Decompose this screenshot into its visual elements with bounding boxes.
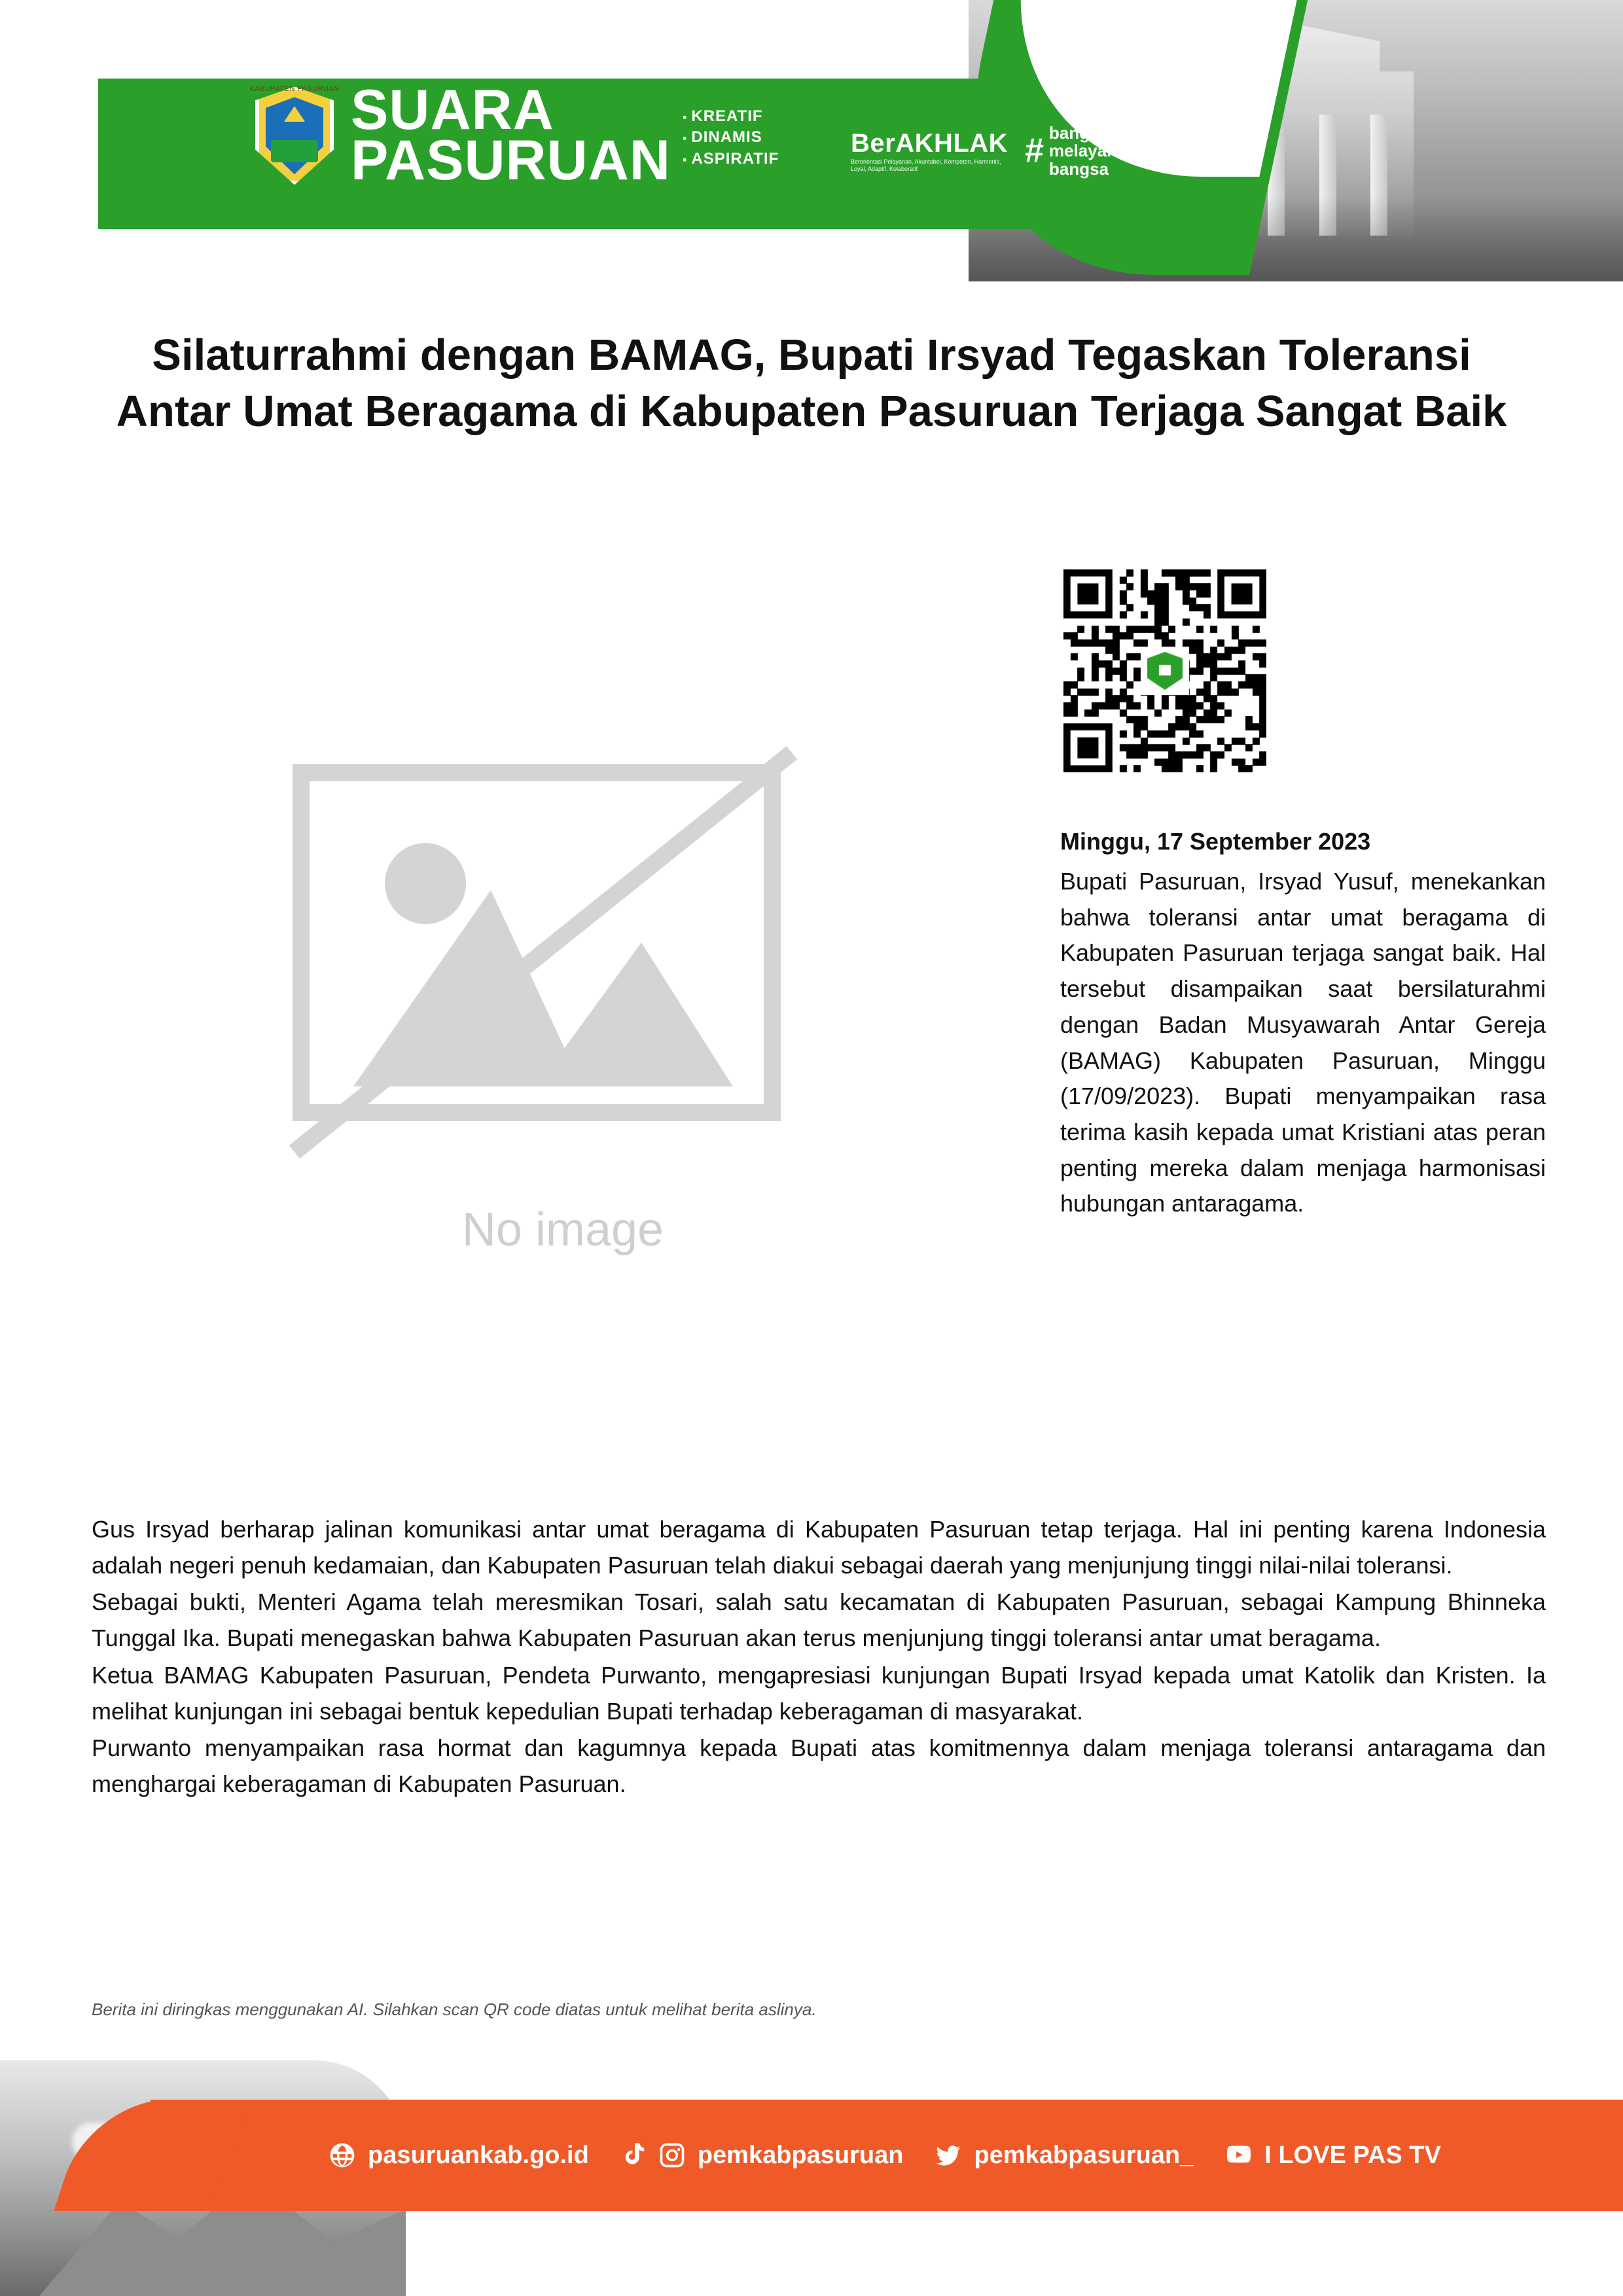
bangga-line-2: melayani	[1049, 141, 1122, 161]
footer-twitter[interactable]	[933, 2140, 1194, 2170]
brand-line-1: SUARA	[351, 79, 554, 141]
footer-youtube-label: I LOVE PAS TV	[1264, 2141, 1441, 2169]
footer-website[interactable]	[327, 2140, 589, 2170]
footer-twitter-label: pemkabpasuruan_	[974, 2141, 1194, 2169]
footer-tiktok-instagram[interactable]	[619, 2140, 904, 2170]
brand-line-2: PASURUAN	[351, 129, 671, 192]
article-body	[92, 1512, 1546, 1804]
youtube-icon	[1224, 2140, 1254, 2170]
berakhlak-logo	[851, 129, 1008, 173]
instagram-icon	[657, 2140, 687, 2170]
brand-logo-block	[249, 79, 779, 192]
brand-taglines	[683, 102, 779, 170]
berakhlak-block	[851, 124, 1122, 178]
qr-code-canvas[interactable]	[1063, 569, 1266, 772]
qr-code[interactable]	[1063, 569, 1266, 772]
brand-tag-2: ▪ DINAMIS	[683, 127, 779, 148]
footer-tiktok-instagram-label: pemkabpasuruan	[697, 2141, 904, 2169]
berakhlak-subtext: Berorientasi Pelayanan, Akuntabel, Kompeten, Harmonis, Loyal, Adaptif, Kolaboratif	[851, 158, 1001, 173]
article-paragraph: Ketua BAMAG Kabupaten Pasuruan, Pendeta Purwanto, mengapresiasi kunjungan Bupati Irsyad kepada umat Katolik dan Kristen. Ia melihat kunjungan ini sebagai bentuk kepedulian Bupati terhadap keberagaman di masyarakat.	[92, 1661, 1546, 1725]
footer-social-links	[327, 2100, 1571, 2211]
footer-website-label: pasuruankab.go.id	[368, 2141, 589, 2169]
page-header	[0, 0, 1623, 281]
tiktok-icon	[619, 2140, 649, 2170]
page-title: Silaturrahmi dengan BAMAG, Bupati Irsyad Tegaskan Toleransi Antar Umat Beragama di Kabupaten Pasuruan Terjaga Sangat Baik	[116, 331, 1507, 436]
globe-icon	[327, 2140, 357, 2170]
bangga-line-3: bangsa	[1049, 158, 1109, 179]
article-date: Minggu, 17 September 2023	[1060, 828, 1371, 855]
article-paragraph: Sebagai bukti, Menteri Agama telah meresmikan Tosari, salah satu kecamatan di Kabupaten Pasuruan, sebagai Kampung Bhinneka Tunggal Ika. Bupati menegaskan bahwa Kabupaten Pasuruan akan terus menjunjung tinggi toleransi antar umat beragama.	[92, 1588, 1546, 1652]
footer-youtube[interactable]	[1224, 2140, 1441, 2170]
article-paragraph: Gus Irsyad berharap jalinan komunikasi antar umat beragama di Kabupaten Pasuruan tetap terjaga. Hal ini penting karena Indonesia adalah negeri penuh kedamaian, dan Kabupaten Pasuruan telah diakui sebagai daerah yang menjunjung tinggi nilai-nilai toleransi.	[92, 1516, 1546, 1579]
twitter-icon	[933, 2140, 963, 2170]
bangga-line-1: bangga	[1049, 123, 1110, 143]
hash-icon: #	[1025, 132, 1044, 170]
page-footer	[0, 2060, 1623, 2296]
brand-tag-1: ▪ KREATIF	[683, 106, 779, 127]
brand-wordmark	[351, 79, 779, 192]
article-paragraph: Purwanto menyampaikan rasa hormat dan kagumnya kepada Bupati atas komitmennya dalam menjaga toleransi antaragama dan menghargai keberagaman di Kabupaten Pasuruan.	[92, 1734, 1546, 1798]
bangga-melayani-bangsa-logo	[1025, 124, 1122, 178]
article-lead-paragraph: Bupati Pasuruan, Irsyad Yusuf, menekankan bahwa toleransi antar umat beragama di Kabupaten Pasuruan terjaga sangat baik. Hal tersebut disampaikan saat bersilaturahmi dengan Badan Musyawarah Antar Gereja (BAMAG) Kabupaten Pasuruan, Minggu (17/09/2023). Bupati menyampaikan rasa terima kasih kepada umat Kristiani atas peran penting mereka dalam menjaga harmonisasi hubungan antaragama.	[1060, 868, 1546, 1217]
berakhlak-label: BerAKHLAK	[851, 129, 1008, 158]
no-image-label: No image	[461, 1204, 664, 1256]
ai-disclaimer: Berita ini diringkas menggunakan AI. Silahkan scan QR code diatas untuk melihat berita aslinya.	[92, 2000, 817, 2019]
crest-caption: KABUPATEN PASURUAN	[249, 85, 340, 94]
brand-tag-3: ▪ ASPIRATIF	[683, 149, 779, 170]
pasuruan-crest-icon	[249, 85, 340, 185]
article-image-placeholder	[275, 694, 851, 1302]
